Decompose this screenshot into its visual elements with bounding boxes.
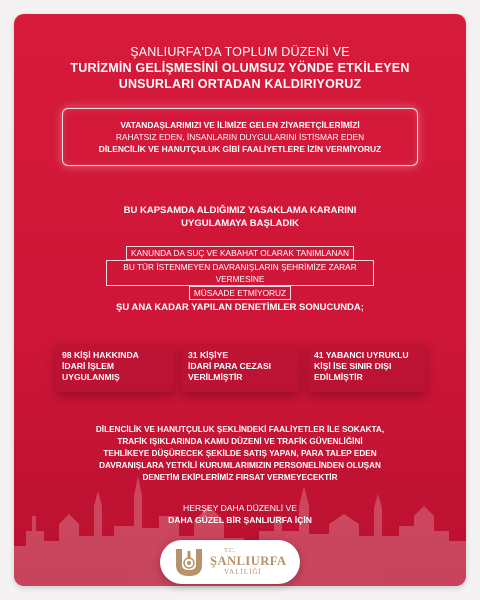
paragraph-line-5: DENETİM EKİPLERİMİZ FIRSAT VERMEYECEKTİR [142,473,338,482]
stat-line: VERİLMİŞTİR [188,372,243,382]
headline [14,44,466,92]
governorship-logo-badge [160,540,300,584]
slogan-line-1: HERŞEY DAHA DÜZENLİ VE [183,503,297,513]
statement-line-1: VATANDAŞLARIMIZI VE İLİMİZE GELEN ZİYARETÇİLERİMİZİ [120,120,360,130]
paragraph-line-2: TRAFİK IŞIKLARINDA KAMU DÜZENİ VE TRAFİK GÜVENLİĞİNİ [117,437,363,446]
headline-line-2: TURİZMİN GELİŞMESİNİ OLUMSUZ YÖNDE ETKİLEYEN [70,61,410,75]
headline-line-3: UNSURLARI ORTADAN KALDIRIYORUZ [118,77,362,91]
stat-line: EDİLMİŞTİR [314,372,363,382]
closing-slogan [14,502,466,526]
law-line-2: BU TÜR İSTENMEYEN DAVRANIŞLARIN ŞEHRİMİZE ZARAR VERMESİNE [106,260,374,286]
logo-tc: T.C. [224,547,236,554]
law-line-3: MÜSAADE ETMİYORUZ [189,286,291,300]
governorship-emblem-icon [172,545,206,579]
stat-line: 41 YABANCI UYRUKLU [314,350,409,360]
stat-card-administrative-action [56,344,174,392]
glowing-statement-box [62,108,418,166]
ban-announcement-line-2: UYGULAMAYA BAŞLADIK [181,218,299,229]
paragraph-line-4: DAVRANIŞLARA YETKİLİ KURUMLARIMIZIN PERSONELİNDEN OLUŞAN [99,461,381,470]
statement-line-2: RAHATSIZ EDEN, İNSANLARIN DUYGULARINI İSTİSMAR EDEN [115,132,365,142]
inspection-results-heading: ŞU ANA KADAR YAPILAN DENETİMLER SONUCUNDA; [116,302,364,313]
logo-office: VALİLİĞİ [224,568,262,576]
headline-line-1: ŞANLIURFA'DA TOPLUM DÜZENİ VE [130,45,350,59]
stat-line: İDARİ İŞLEM [62,361,115,371]
paragraph-line-1: DİLENCİLİK VE HANUTÇULUK ŞEKLİNDEKİ FAALİYETLER İLE SOKAKTA, [95,425,385,434]
paragraph-line-3: TEHLİKEYE DÜŞÜRECEK ŞEKİLDE SATIŞ YAPAN, PARA TALEP EDEN [103,449,377,458]
logo-city: ŞANLIURFA [210,554,287,568]
stat-card-deportation [308,344,426,392]
slogan-line-2: DAHA GÜZEL BİR ŞANLIURFA İÇİN [168,515,312,525]
stat-line: KİŞİ İSE SINIR DIŞI [314,361,392,371]
enforcement-paragraph [14,424,466,484]
governorship-wordmark [210,547,287,577]
law-line-1: KANUNDA DA SUÇ VE KABAHAT OLARAK TANIMLANAN [126,246,354,260]
stat-line: 98 KİŞİ HAKKINDA [62,350,139,360]
stat-card-fine [182,344,300,392]
stat-line: İDARİ PARA CEZASI [188,361,272,371]
stat-line: UYGULANMIŞ [62,372,120,382]
law-statement-box [106,246,374,298]
stat-line: 31 KİŞİYE [188,350,229,360]
poster-card [14,14,466,586]
statement-line-3: DİLENCİLİK VE HANUTÇULUK GİBİ FAALİYETLERE İZİN VERMİYORUZ [98,144,382,154]
ban-announcement-line-1: BU KAPSAMDA ALDIĞIMIZ YASAKLAMA KARARINI [123,205,357,216]
ban-announcement [14,204,466,230]
